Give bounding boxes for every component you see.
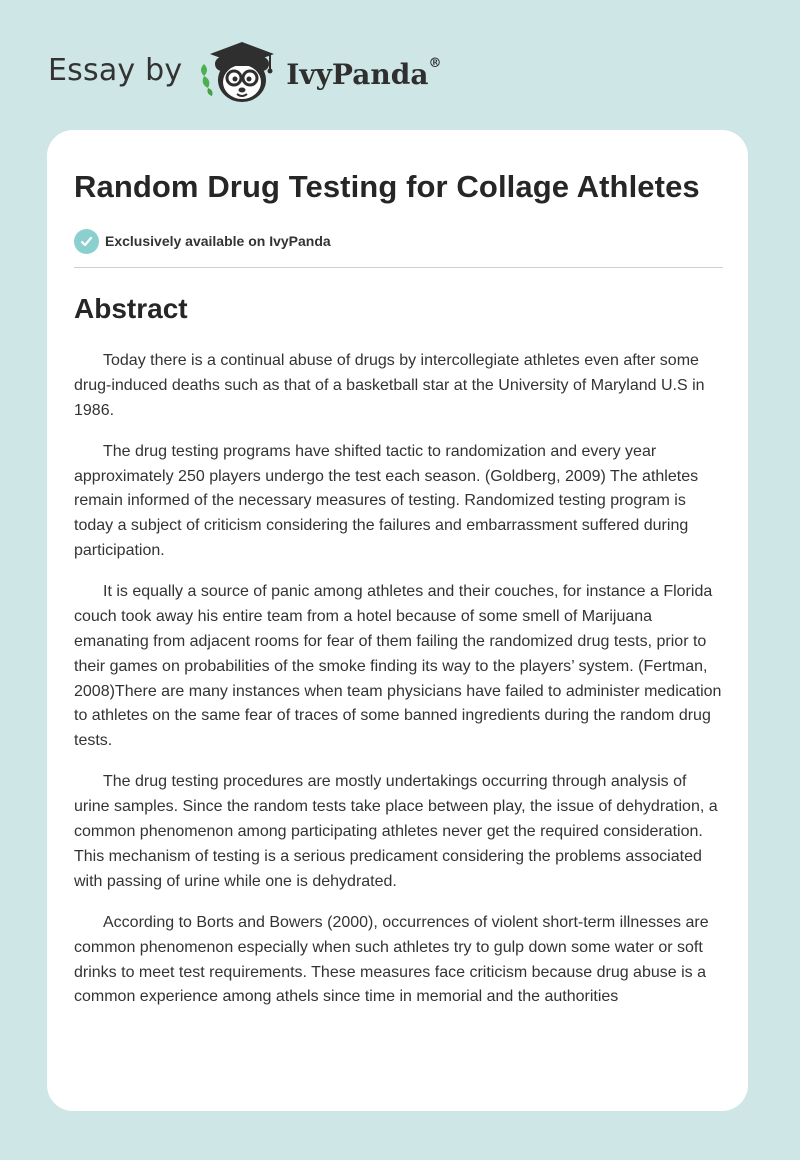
divider	[74, 267, 723, 268]
exclusive-label: Exclusively available on IvyPanda	[105, 233, 331, 249]
paragraph: It is equally a source of panic among athletes and their couches, for instance a Florida couch took away his entire team from a hotel because of some smell of Marijuana emanating from adjacent rooms for fear of them failing the randomized drug tests, prior to their games on probabilities of the smoke finding its way to the players’ system. (Fertman, 2008)There are many instances when team physicians have failed to administer medication to athletes on the same fear of traces of some banned ingredients during the random drug tests.	[74, 583, 722, 750]
essay-card	[47, 130, 748, 1111]
essay-title: Random Drug Testing for Collage Athletes	[74, 169, 700, 204]
panda-logo-icon[interactable]	[194, 36, 284, 108]
check-icon	[74, 229, 99, 254]
brand-text: IvyPanda	[286, 57, 429, 91]
paragraph: The drug testing programs have shifted tactic to randomization and every year approximately 250 players undergo the test each season. (Goldberg, 2009) The athletes remain informed of the necessary measures of testing. Randomized testing program is today a subject of criticism considering the failures and embarrassment suffered during participation.	[74, 442, 699, 560]
paragraph: The drug testing procedures are mostly undertakings occurring through analysis of urine samples. Since the random tests take place between play, the issue of dehydration, a common phenomenon among participating athletes never get the required consideration. This mechanism of testing is a serious predicament considering the problems associated with passing of urine while one is dehydrated.	[74, 773, 718, 890]
paragraph: According to Borts and Bowers (2000), occurrences of violent short-term illnesses are common phenomenon especially when such athletes try to gulp down some water or soft drinks to meet test requirements. These measures face criticism because drug abuse is a common experience among athels since time in memorial and the authorities	[74, 913, 709, 1006]
registered-mark: ®	[428, 56, 442, 72]
essay-body	[74, 349, 722, 1010]
paragraph: Today there is a continual abuse of drugs by intercollegiate athletes even after some drug-induced deaths such as that of a basketball star at the University of Maryland U.S in 1986.	[74, 352, 705, 419]
site-header	[48, 36, 441, 108]
ivy-leaf-icon	[201, 64, 213, 96]
brand-name[interactable]	[286, 58, 441, 91]
exclusive-badge	[74, 227, 722, 255]
essay-by-label: Essay by	[48, 52, 183, 88]
section-heading: Abstract	[74, 293, 188, 324]
